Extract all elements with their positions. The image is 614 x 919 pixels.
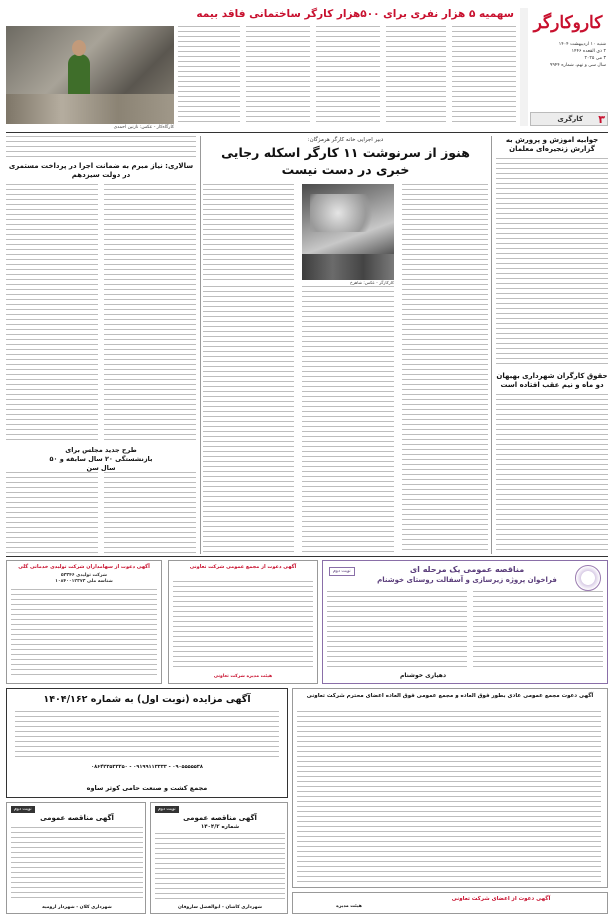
story2-title: حقوق کارگران شهرداری بهبهان دو ماه و نیم عقب افتاده است	[496, 372, 608, 389]
ad-footer: دهیاری خوشنام	[399, 672, 447, 679]
ad-badge: نوبت دوم	[11, 806, 35, 813]
top-photo-caption: کارگاه‌کار - عکس: نازنین احمدی	[113, 125, 174, 130]
ad-title: مناقصه عمومی یک مرحله ای	[409, 565, 525, 574]
info-line: سال سی و نهم، شماره ۹۹۴۴	[549, 63, 606, 68]
ad-issue-badge: نوبت دوم	[329, 567, 355, 576]
ad-subtitle: فراخوان پروژه زیرسازی و آسفالت روستای خوشنام	[377, 576, 557, 584]
story1-title: جوابیه آموزش و پرورش به گزارش زنجیره‌ای معلمان	[505, 136, 599, 153]
story1-text	[496, 158, 608, 366]
top-story-text	[178, 26, 240, 126]
lead-story	[203, 136, 488, 554]
ad-body	[473, 591, 603, 671]
ad-title: آگهی دعوت از اعضای شرکت تعاونی	[451, 896, 551, 902]
ad-title: آگهی مناقصه عمومی	[40, 814, 114, 822]
section-bar	[530, 112, 608, 126]
ad-tender-bottom-left	[6, 802, 146, 914]
column-divider	[200, 136, 201, 554]
ad-footer: مجمع کشت و صنعت حامی کوثر ساوه	[86, 784, 208, 792]
right-column	[496, 136, 608, 554]
ad-title: آگهی دعوت مجمع عمومی عادی بطور فوق العاده و مجمع عمومی فوق العاده اعضای محترم شرکت تعاونی	[306, 693, 594, 699]
masthead-side-strip	[520, 8, 528, 126]
ad-title: آگهی مزایده (نوبت اول) به شماره ۱۴۰۴/۱۶۲	[43, 694, 251, 705]
info-line: شنبه ۱۰ اردیبهشت ۱۴۰۴	[558, 42, 606, 47]
worker-figure	[68, 54, 90, 98]
left-text	[104, 184, 196, 442]
ad-tender-bottom-mid	[150, 802, 288, 914]
ad-body	[297, 711, 601, 883]
lead-headline: هنوز از سرنوشت ۱۱ کارگر اسکله رجایی خبری در دست نیست	[221, 145, 470, 177]
ad-line: شرکت تولیدی ۵۳۳۴۶	[60, 573, 108, 578]
lead-text	[402, 184, 488, 554]
ad-goli-notice	[6, 560, 162, 684]
lead-photo-caption: کارکارگر - عکس: شاهرخ	[350, 280, 394, 285]
ad-body	[173, 581, 313, 667]
debris	[302, 254, 394, 280]
lead-kicker: دبیر اجرایی خانه کارگر هرمزگان:	[307, 137, 384, 143]
ad-phones: ۰۹۰۵۵۵۵۵۳۸ - ۰۹۱۹۹۱۱۳۳۳۳ - ۰۸۶۴۲۳۵۳۳۲۵۰	[91, 764, 203, 770]
left-text	[104, 472, 196, 554]
lead-text	[203, 184, 294, 284]
column-divider	[491, 136, 492, 554]
story2-text	[496, 394, 608, 554]
ad-title: آگهی دعوت از سهامداران شرکت تولیدی خدماتی گلی	[18, 564, 150, 570]
ad-auction	[6, 688, 288, 798]
top-story-text	[452, 26, 516, 126]
lead-photo	[302, 184, 394, 280]
ad-body	[327, 591, 467, 671]
ad-title: آگهی مناقصه عمومی	[183, 814, 257, 822]
info-line: ۳ می ۲۰۲۵	[584, 56, 606, 61]
masthead-logo: کاروکارگر	[533, 13, 603, 33]
left-text	[6, 136, 196, 160]
top-headline: سهمیه ۵ هزار نفری برای ۵۰۰هزار کارگر ساختمانی فاقد بیمه	[196, 8, 514, 20]
lead-text	[203, 286, 294, 554]
left-headline: سالاری: نیاز مبرم به ضمانت اجرا در پرداخت مستمری در دولت سیزدهم	[8, 162, 194, 179]
ad-body	[11, 589, 157, 679]
ad-body	[155, 833, 285, 901]
masthead	[530, 8, 608, 126]
ad-line: شناسه ملی ۱۰۸۴۰۰۱۲۳۷۳	[55, 579, 113, 584]
left-text	[6, 472, 98, 554]
worker-head	[72, 40, 86, 56]
section-number: ۳	[598, 113, 605, 126]
ad-middle-notice	[168, 560, 318, 684]
section-name: کارگری	[557, 115, 583, 123]
ad-footer: هیئت مدیره شرکت تعاونی	[213, 674, 273, 679]
left-text	[6, 184, 98, 442]
ad-number: شماره ۱۴۰۴/۲	[200, 824, 240, 830]
ad-title: آگهی دعوت از مجمع عمومی شرکت تعاونی	[189, 564, 297, 570]
lead-text	[302, 286, 394, 554]
top-story-text	[316, 26, 380, 126]
rubble	[6, 94, 174, 124]
divider	[6, 132, 608, 133]
ad-bottom-right-notice	[292, 892, 608, 914]
ad-footer: هیئت مدیره	[336, 904, 362, 909]
left-subhead: طرح جدید مجلس برای بازنشستگی ۲۰ سال سابقه و ۵۰ سال سن	[49, 446, 153, 472]
ad-badge: نوبت دوم	[155, 806, 179, 813]
left-column	[6, 136, 196, 554]
divider	[6, 556, 608, 557]
ad-tender-khoshnam	[322, 560, 608, 684]
ad-logo-icon	[575, 565, 601, 591]
info-line: ۲ ذی القعده ۱۴۴۶	[571, 49, 606, 54]
ad-body	[15, 711, 279, 761]
ad-cooperative-notice	[292, 688, 608, 888]
top-story-text	[246, 26, 310, 126]
masthead-info	[532, 41, 606, 69]
ad-body	[11, 827, 143, 901]
ad-footer: شهرداری کلان - شهردار ارومیه	[42, 905, 112, 910]
top-photo	[6, 26, 174, 124]
ad-footer: شهرداری کاشان - ابوالفضل ساروقان	[177, 905, 263, 910]
smoke	[310, 194, 380, 232]
top-story-text	[386, 26, 446, 126]
